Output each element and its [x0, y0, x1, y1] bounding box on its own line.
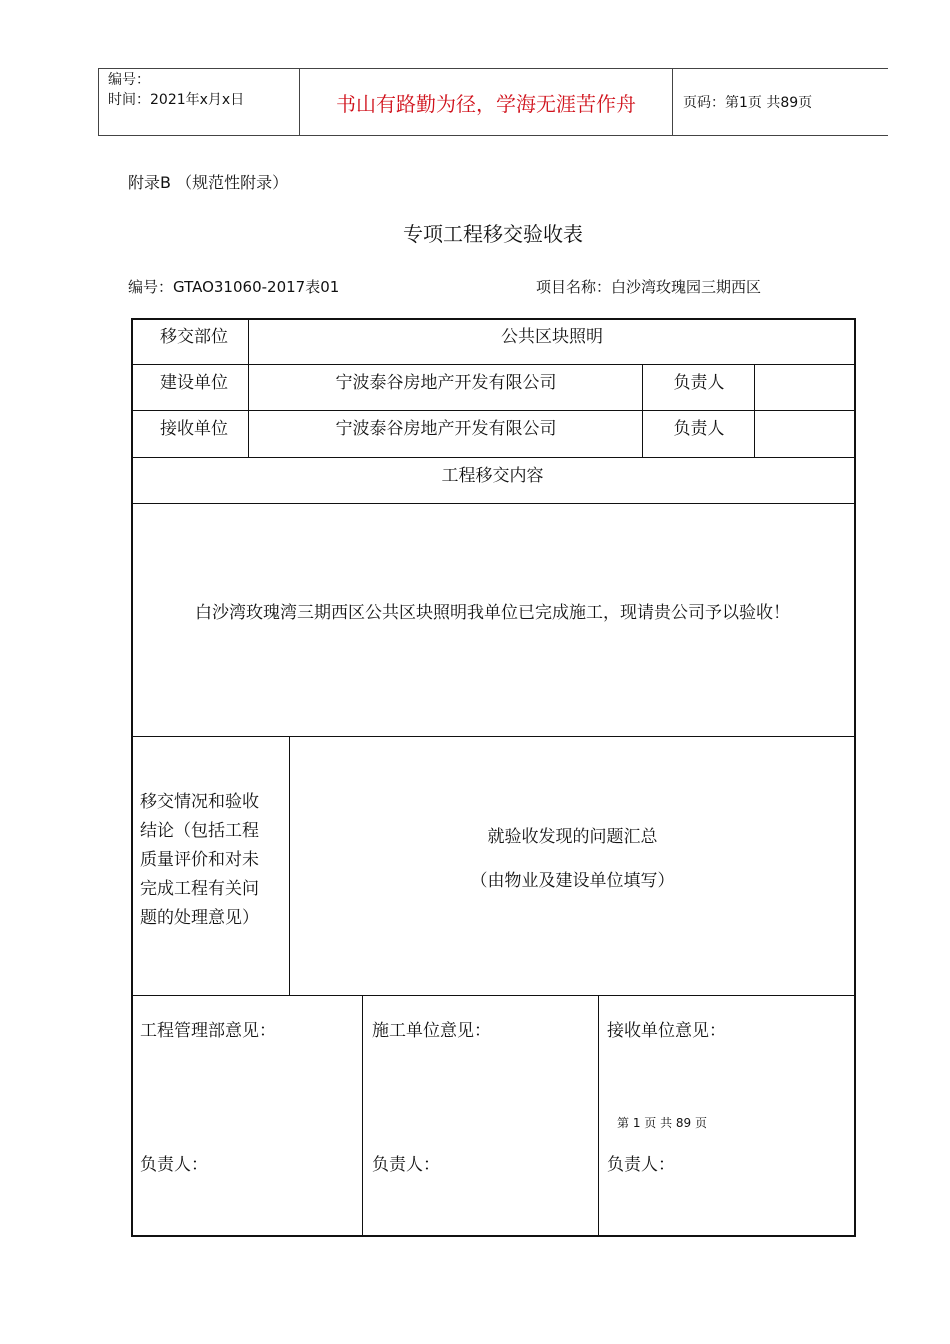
content-header: 工程移交内容 [441, 466, 544, 486]
inline-page-number: 第 1 页 共 89 页 [617, 1116, 707, 1130]
header-top-border [98, 68, 888, 69]
summary-note: （由物业及建设单位填写） [470, 871, 675, 891]
builder-label: 建设单位 [160, 373, 228, 393]
col-line-opinion-1 [362, 995, 363, 1235]
summary-title: 就验收发现的问题汇总 [487, 827, 658, 847]
col-line-label [248, 318, 249, 458]
builder-value: 宁波泰谷房地产开发有限公司 [335, 373, 557, 393]
conclusion-label-line: 质量评价和对未 [140, 850, 259, 870]
row-line-6 [131, 995, 854, 996]
header-motto: 书山有路勤为径，学海无涯苦作舟 [336, 92, 636, 116]
appendix-label: 附录B （规范性附录） [128, 173, 289, 192]
row-line-3 [131, 457, 854, 458]
header-left-border [98, 68, 99, 136]
management-signer-label: 负责人： [140, 1155, 208, 1175]
opinion-construction-label: 施工单位意见： [372, 1021, 491, 1041]
number-label: 编号： [108, 72, 150, 88]
conclusion-label-line: 完成工程有关问 [140, 879, 259, 899]
content-text: 白沙湾玫瑰湾三期西区公共区块照明我单位已完成施工，现请贵公司予以验收！ [195, 603, 790, 623]
receiver-signer-label: 负责人： [607, 1155, 675, 1175]
receiver-responsible-label: 负责人 [673, 419, 725, 439]
col-line-resp [642, 364, 643, 458]
form-title: 专项工程移交验收表 [403, 222, 583, 246]
row-line-4 [131, 503, 854, 504]
opinion-receiver-label: 接收单位意见： [607, 1021, 726, 1041]
row-line-5 [131, 736, 854, 737]
builder-responsible-label: 负责人 [673, 373, 725, 393]
col-line-opinion-2 [598, 995, 599, 1235]
row-line-1 [248, 364, 854, 365]
header-meta [108, 70, 244, 110]
header-page-info: 页码：第1页 共89页 [683, 95, 813, 111]
transfer-table [131, 318, 856, 1237]
header-bottom-border [98, 135, 888, 136]
conclusion-label-line: 题的处理意见） [140, 908, 259, 928]
header-divider-2 [672, 68, 673, 136]
construction-signer-label: 负责人： [372, 1155, 440, 1175]
transfer-part-value: 公共区块照明 [501, 327, 603, 347]
col-line-resp-value [754, 364, 755, 458]
time-label: 时间：2021年x月x日 [108, 92, 245, 108]
conclusion-label-line: 结论（包括工程 [140, 821, 259, 841]
conclusion-label [140, 788, 285, 933]
conclusion-label-line: 移交情况和验收 [140, 792, 259, 812]
row-line-1b [131, 364, 249, 365]
opinion-management-label: 工程管理部意见： [140, 1021, 276, 1041]
col-line-conclusion [289, 736, 290, 996]
transfer-part-label: 移交部位 [160, 327, 228, 347]
row-line-2 [131, 410, 854, 411]
receiver-label: 接收单位 [160, 419, 228, 439]
receiver-value: 宁波泰谷房地产开发有限公司 [335, 419, 557, 439]
form-code: 编号：GTAO31060-2017表01 [128, 278, 340, 296]
project-name: 项目名称：白沙湾玫瑰园三期西区 [536, 278, 762, 296]
